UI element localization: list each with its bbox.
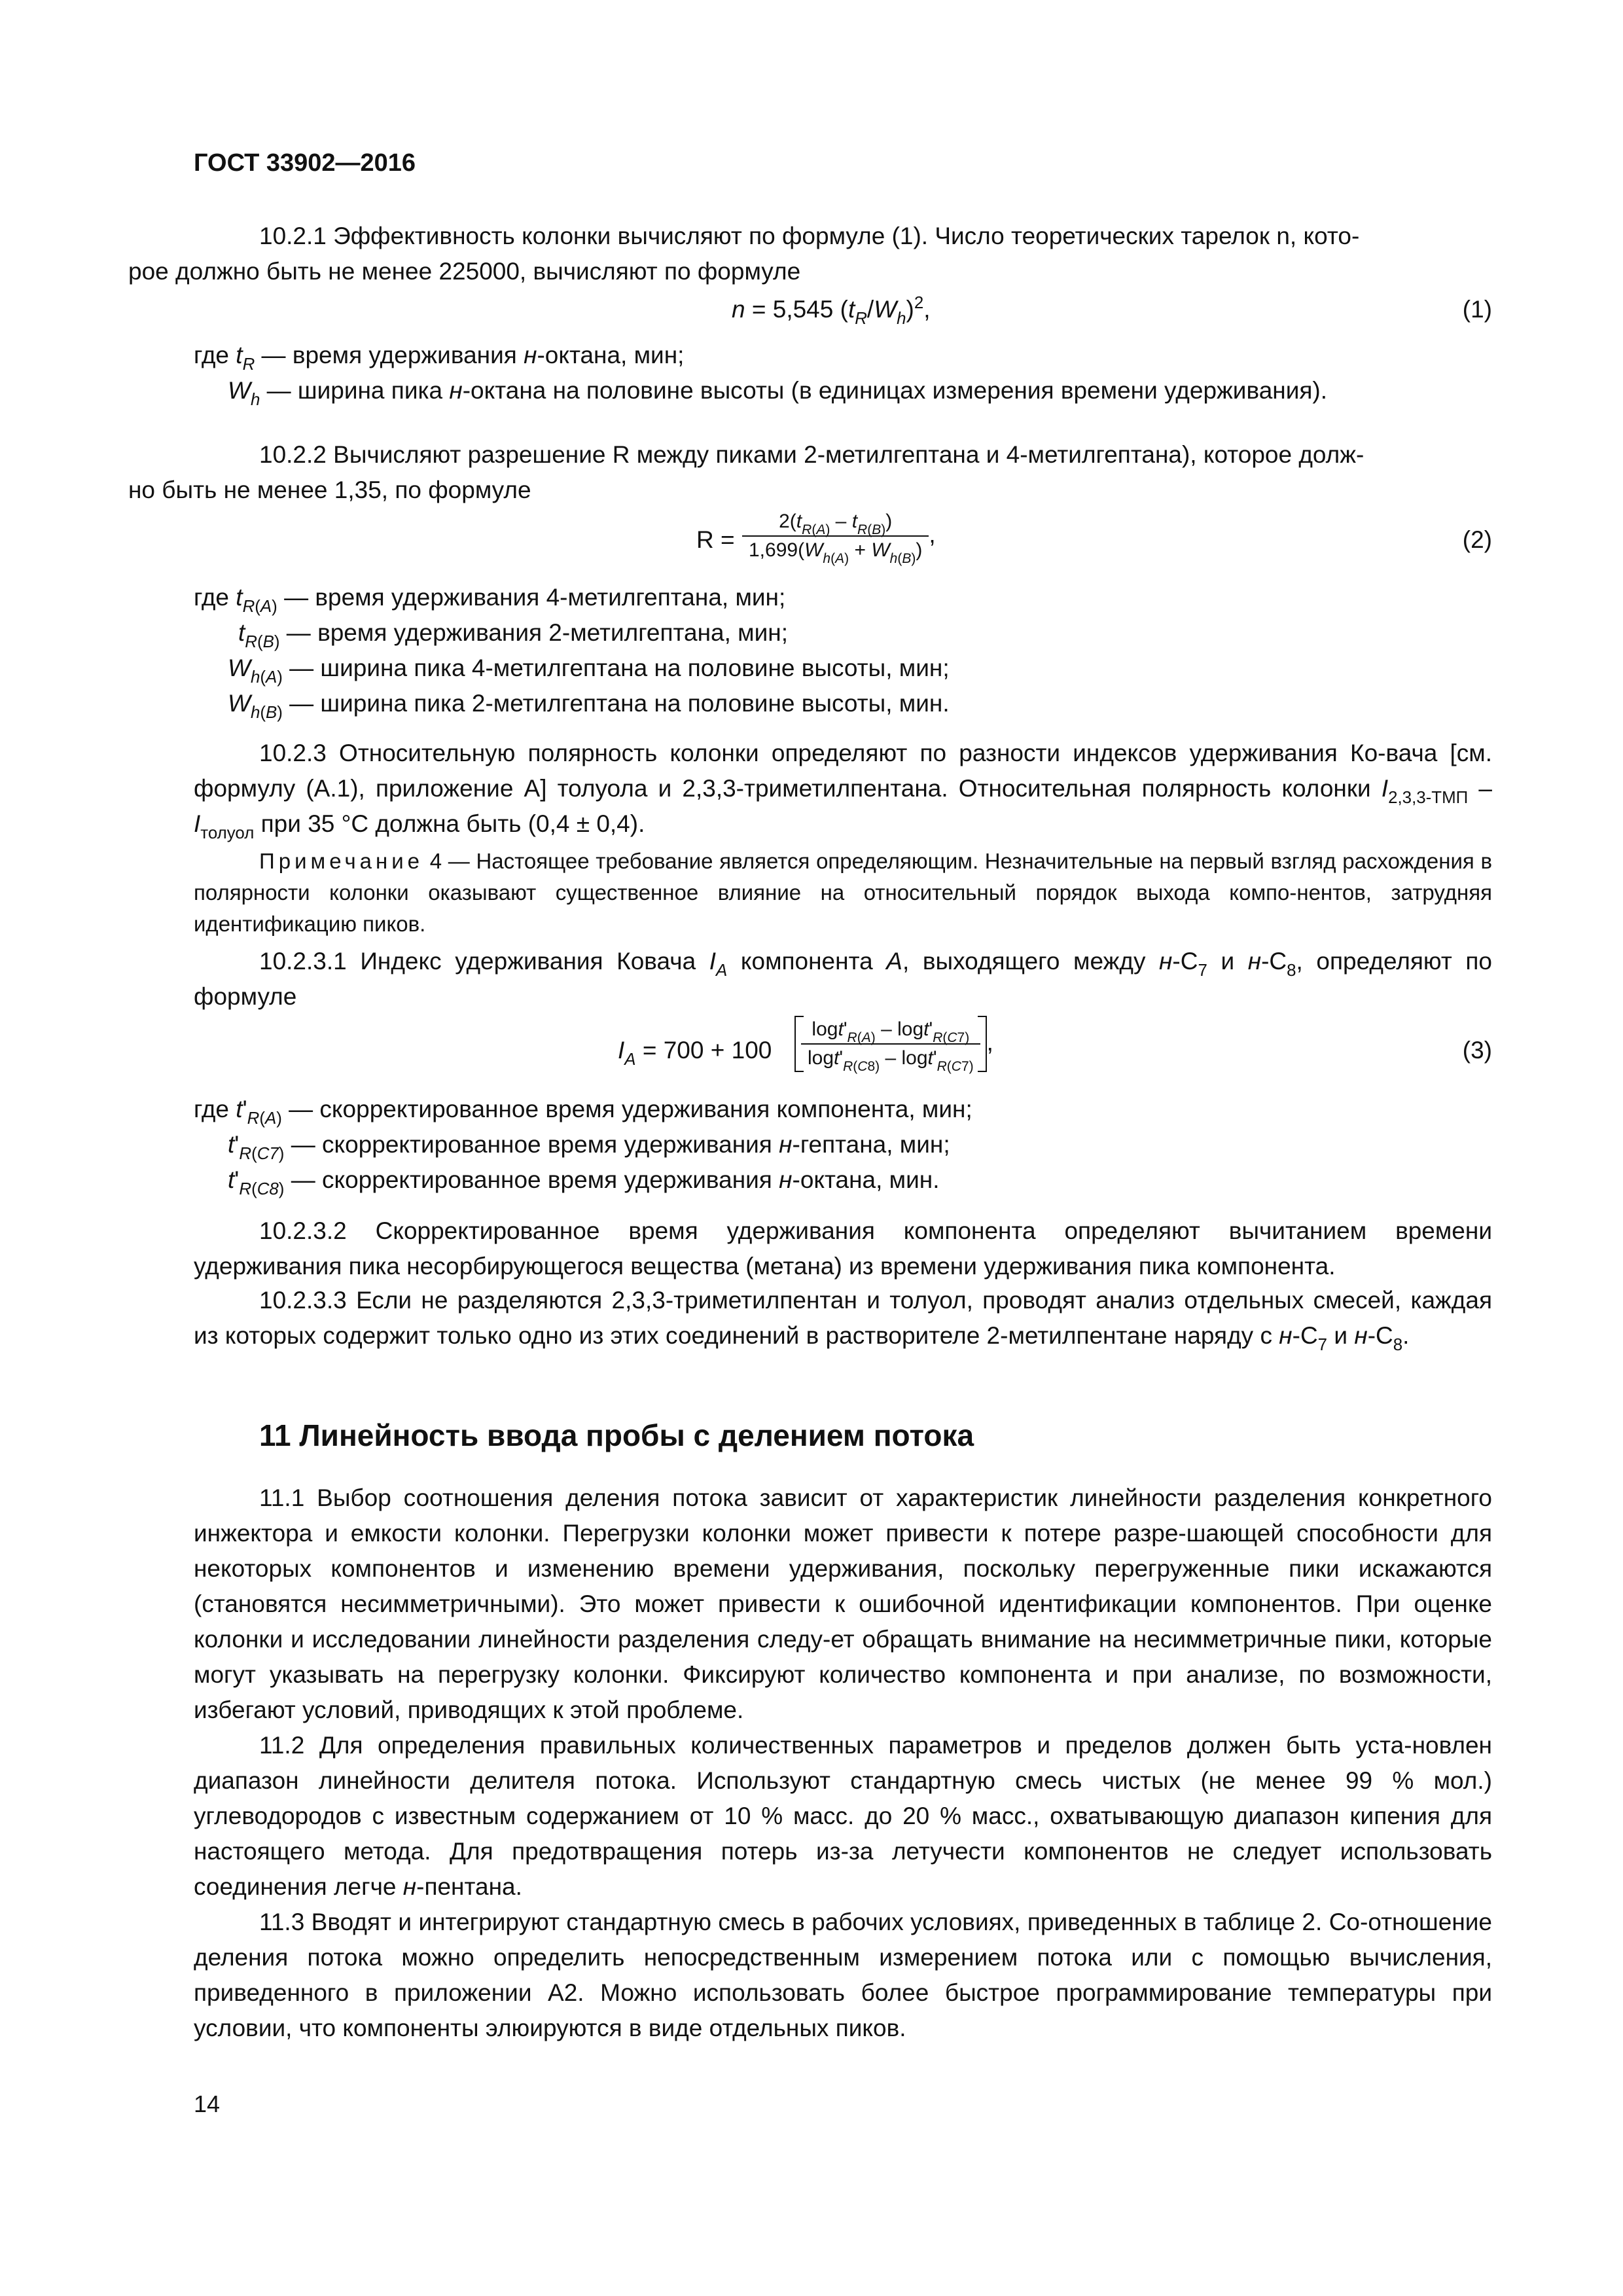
formula-2-lhs: R = [696,526,735,553]
formula-1 [194,292,1492,338]
note-label: Примечание [259,849,424,873]
paragraph-11-2: 11.2 Для определения правильных количественных параметров и пределов должен быть уста-новлен диапазон линейности делителя потока. Используют стандартную смесь чистых (не менее 99 % мол.) углеводородов с известным содержанием от 10 % масс. до 20 % масс., охватывающую диапазон кипения для настоящего метода. Для предотвращения потерь из-за летучести компонентов не следует использовать соединения легче н-пентана. [194,1732,1492,1900]
text-10-2-2-line2: но быть не менее 1,35, по формуле [128,476,531,503]
formula-3-number: (3) [1462,1037,1492,1064]
paragraph-10-2-1 [128,219,1492,289]
paragraph-10-2-2 [128,437,1492,508]
section-10-2-2 [128,437,1492,722]
section-11-title: 11 Линейность ввода пробы с делением потока [259,1418,974,1452]
text-10-2-2-line1: 10.2.2 Вычисляют разрешение R между пиками 2-метилгептана и 4-метилгептана), которое долж- [259,441,1364,468]
paragraph-10-2-3: 10.2.3 Относительную полярность колонки определяют по разности индексов удерживания Ко-вача [см. формулу (А.1), приложение А] толуола и 2,3,3-триметилпентана. Относительная полярность колонки $I_{2,3,3-ТМП} - I_{толуол}$ при 35 °С должна быть (0,4 ± 0,4). [194,740,1493,842]
formula-2 [194,508,1492,580]
formula-1-number: (1) [1462,296,1492,323]
where-trb: $t_{R(B)}$ — время удерживания 2-метилгептана, мин; [238,619,788,651]
formula-3-lhs: $I_A = 700 + 100$ [618,1037,772,1069]
formula-2-number: (2) [1462,526,1492,553]
note-4 [194,846,1492,940]
paragraph-10-2-3-2: 10.2.3.2 Скорректированное время удерживания компонента определяют вычитанием времени удерживания пика несорбирующегося вещества (метана) из времени удерживания пика компонента. [194,1217,1492,1280]
section-11-body [194,1480,1492,2046]
where-tra: где $t_{R(A)}$ — время удерживания 4-метилгептана, мин; [194,584,786,616]
formula-3 [194,1014,1492,1092]
where-t-ra: где $t'_{R(A)}$ — скорректированное время удерживания компонента, мин; [194,1096,972,1128]
where-t-rc8: $t'_{R(C8)}$ — скорректированное время удерживания н-октана, мин. [228,1166,940,1198]
formula-1-expression: n = 5,545 $(t_R/W_h)^2$, [732,294,931,328]
section-10-2-3-2 [194,1213,1492,1284]
paragraph-10-2-3-3: 10.2.3.3 Если не разделяются 2,3,3-триметилпентан и толуол, проводят анализ отдельных смесей, каждая из которых содержит только одно из этих соединений в растворителе 2-метилпентане наряду с $н-C_7$ и $н-C_8$. [194,1287,1492,1354]
where-wha: $W_{h(A)}$ — ширина пика 4-метилгептана на половине высоты, мин; [228,655,950,687]
where-t-rc7: $t'_{R(C7)}$ — скорректированное время удерживания н-гептана, мин; [228,1131,950,1163]
where-wh: $W_h$ — ширина пика н-октана на половине высоты (в единицах измерения времени удерживания). [228,377,1328,409]
paragraph-10-2-3-1: 10.2.3.1 Индекс удерживания Ковача $I_A$ компонента A, выходящего между $н-C_7$ и $н-C_8$, определяют по формуле [194,948,1493,1010]
page-number: 14 [194,2090,221,2117]
section-10-2-1 [128,219,1492,409]
text-10-2-1-line2: рое должно быть не менее 225000, вычисляют по формуле [128,258,801,285]
paragraph-11-1: 11.1 Выбор соотношения деления потока зависит от характеристик линейности разделения конкретного инжектора и емкости колонки. Перегрузки колонки может привести к потере разре-шающей способности для некоторых компонентов и изменению времени удерживания, поскольку перегруженные пики искажаются (становятся несимметричными). Это может привести к ошибочной идентификации компонентов. При оценке колонки и исследовании линейности разделения следу-ет обращать внимание на несимметричные пики, которые могут указывать на перегрузку колонки. Фиксируют количество компонента и при анализе, по возможности, избегают условий, приводящих к этой проблеме. [194,1484,1492,1723]
section-11 [194,1418,1492,1453]
formula-3-bracket: $\frac{\log t'_{R(A)} - \log t'_{R(C7)}}{\log t'_{R(C8)} - \log t'_{R(C7)}}$ , [794,1016,993,1072]
text-10-2-1-line1: 10.2.1 Эффективность колонки вычисляют по формуле (1). Число теоретических тарелок n, кото- [259,223,1360,249]
document-header: ГОСТ 33902—2016 [194,149,416,177]
formula-2-fraction: $\frac{2(t_{R(A)} - t_{R(B)})}{1,699(W_{h(A)} + W_{h(B)})}$ , [742,508,936,564]
where-whb: $W_{h(B)}$ — ширина пика 2-метилгептана на половине высоты, мин. [228,690,950,722]
section-10-2-3-1 [194,944,1492,1198]
where-tr: где $t_R$ — время удерживания н-октана, мин; [194,342,685,374]
section-10-2-3 [194,736,1492,940]
note-text: 4 — Настоящее требование является определяющим. Незначительные на первый взгляд расхождения в полярности колонки оказывают существенное влияние на относительный порядок выхода компо-нентов, затрудняя идентификацию пиков. [194,849,1492,936]
section-10-2-3-3 [194,1283,1492,1354]
paragraph-11-3: 11.3 Вводят и интегрируют стандартную смесь в рабочих условиях, приведенных в таблице 2. Со-отношение деления потока можно определить непосредственным измерением потока или с помощью вычисления, приведенного в приложении А2. Можно использовать более быстрое программирование температуры при условии, что компоненты элюируются в виде отдельных пиков. [194,1909,1492,2041]
